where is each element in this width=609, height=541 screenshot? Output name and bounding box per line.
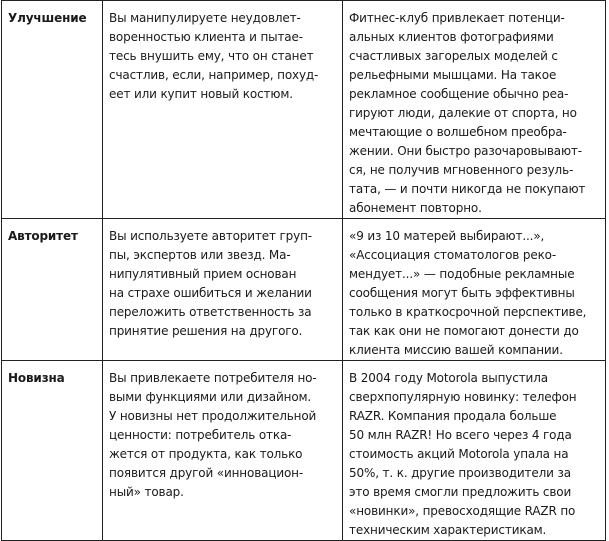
table-row [2,219,606,361]
example-line: сверхпопулярную новинку: телефон [349,390,577,404]
example-line: гируют люди, далекие от спорта, но [349,106,577,120]
description-line: счастлив, если, например, похуд- [109,68,319,82]
description-line: еет или купит новый костюм. [109,87,293,101]
example-line: альных клиентов фотографиями [349,30,554,44]
example-line: так как они не помогают донести до [349,324,579,338]
example-cell [343,1,606,219]
term-cell [2,361,103,541]
table-body [2,1,606,541]
description-cell [103,361,343,541]
description-line: Вы манипулируете неудовлет- [109,11,301,25]
example-cell [343,219,606,361]
term-label: Улучшение [8,11,87,25]
example-line: стоимость акций Motorola упала на [349,447,569,461]
example-line: техническим характеристикам. [349,523,547,537]
manipulation-techniques-table [1,0,606,541]
example-line: Фитнес-клуб привлекает потенци- [349,11,565,25]
term-label: Новизна [8,371,65,385]
example-line: «новинки», превосходящие RAZR по [349,504,576,518]
description-line: принятие решения на другого. [109,324,303,338]
example-line: ся, не получив мгновенного резуль- [349,163,574,177]
description-line: Вы используете авторитет груп- [109,229,312,243]
description-line: воренностью клиента и пытае- [109,30,303,44]
description-line: выми функциями или дизайном. [109,390,312,404]
description-line: ценности: потребитель отка- [109,428,292,442]
description-line: на страхе ошибиться и желании [109,286,312,300]
example-line: В 2004 году Motorola выпустила [349,371,548,385]
example-line: «Ассоциация стоматологов реко- [349,248,557,262]
example-line: рельефными мышцами. На такое [349,68,557,82]
description-line: тесь внушить ему, что он станет [109,49,314,63]
description-cell [103,219,343,361]
description-line: ный» товар. [109,485,184,499]
term-label: Авторитет [8,229,78,243]
example-line: тата, — и почти никогда не покупают [349,182,586,196]
example-line: 50 млн RAZR! Но всего через 4 года [349,428,572,442]
example-line: счастливых загорелых моделей с [349,49,558,63]
description-cell [103,1,343,219]
description-line: У новизны нет продолжительной [109,409,317,423]
description-line: пы, экспертов или звезд. Ма- [109,248,291,262]
example-cell [343,361,606,541]
description-line: жется от продукта, как только [109,447,303,461]
description-line: переложить ответственность за [109,305,312,319]
example-line: клиента миссию вашей компании. [349,343,563,357]
description-line: нипулятивный прием основан [109,267,297,281]
description-line: Вы привлекаете потребителя но- [109,371,317,385]
table-row [2,361,606,541]
example-line: 50%, т. к. другие производители за [349,466,571,480]
example-line: абонемент повторно. [349,201,482,215]
example-line: сообщения могут быть эффективны [349,286,575,300]
example-line: это время смогли предложить свои [349,485,572,499]
term-cell [2,1,103,219]
example-line: рекламное сообщение обычно реа- [349,87,569,101]
term-cell [2,219,103,361]
table-row [2,1,606,219]
description-line: появится другой «инновацион- [109,466,304,480]
example-line: мендует...» — подобные рекламные [349,267,575,281]
example-line: «9 из 10 матерей выбирают...», [349,229,545,243]
example-line: жении. Они быстро разочаровывают- [349,144,582,158]
example-line: мечтающие о волшебном преобра- [349,125,567,139]
example-line: RAZR. Компания продала больше [349,409,557,423]
example-line: только в краткосрочной перспективе, [349,305,587,319]
